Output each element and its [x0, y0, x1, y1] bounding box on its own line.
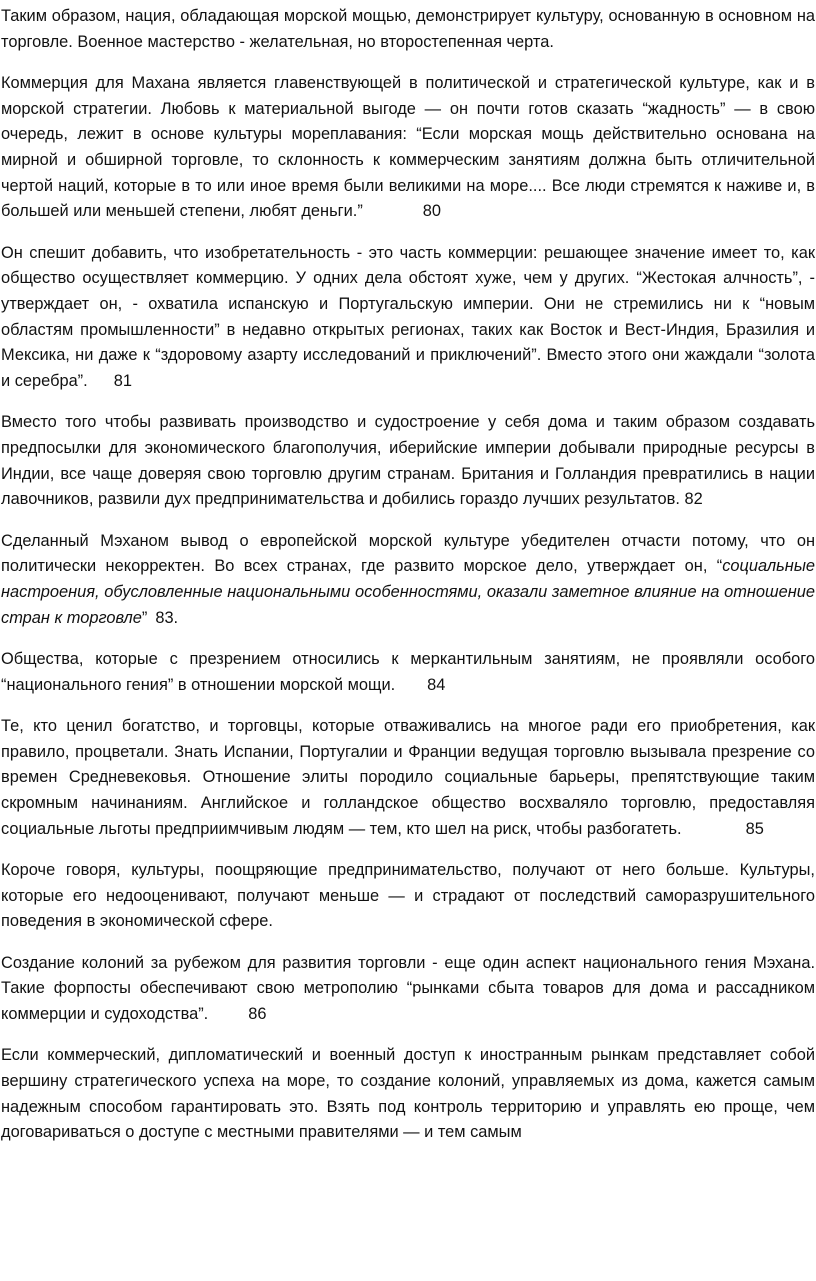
paragraph-text: Общества, которые с презрением относились к меркантильным занятиям, не проявляли особого “национального гения” в отношении морской мощи.	[1, 649, 815, 694]
paragraph-text: Если коммерческий, дипломатический и военный доступ к иностранным рынкам представляет собой вершину стратегического успеха на море, то создание колоний, управляемых из дома, кажется самым надежным способом гарантировать это. Взять под контроль территорию и управлять ею проще, чем договариваться о доступе с местными правителями — и тем самым	[1, 1046, 815, 1142]
paragraph-text: ”	[141, 608, 148, 627]
paragraph-text: Те, кто ценил богатство, и торговцы, которые отваживались на многое ради его приобретения, как правило, процветали. Знать Испании, Португалии и Франции ведущая торговлю вызывала презрение со времен Средневековья. Отношение элиты породило социальные барьеры, препятствующие таким скромным начинаниям. Английское и голландское общество восхваляло торговлю, предоставляя социальные льготы предприимчивым людям — тем, кто шел на риск, чтобы разбогатеть.	[1, 716, 815, 838]
paragraph-text: Вместо того чтобы развивать производство и судостроение у себя дома и таким образом создавать предпосылки для экономического благополучия, иберийские империи добывали природные ресурсы в Индии, все чаще доверяя свою торговлю другим странам. Британия и Голландия превратились в нации лавочников, развили дух предпринимательства и добились гораздо лучших результатов.	[1, 413, 815, 509]
paragraph-1	[1, 4, 815, 55]
footnote-number: 84	[427, 675, 446, 694]
footnote-number: 83.	[155, 608, 179, 627]
paragraph-8	[1, 858, 815, 935]
paragraph-2	[1, 71, 815, 225]
footnote-number: 82	[684, 490, 703, 509]
footnote-number: 86	[248, 1004, 267, 1023]
paragraph-7	[1, 714, 815, 843]
paragraph-10	[1, 1043, 815, 1146]
footnote-number: 80	[422, 202, 442, 221]
paragraph-text: Создание колоний за рубежом для развития торговли - еще один аспект национального гения Мэхана. Такие форпосты обеспечивают свою метрополию “рынками сбыта товаров для дома и рассадником коммерции и судоходства”.	[1, 953, 815, 1023]
paragraph-text: Сделанный Мэханом вывод о европейской морской культуре убедителен отчасти потому, что он политически некорректен. Во всех странах, где развито морское дело, утверждает он, “	[1, 531, 815, 576]
paragraph-4	[1, 410, 815, 513]
paragraph-3	[1, 241, 815, 395]
paragraph-text: Таким образом, нация, обладающая морской мощью, демонстрирует культуру, основанную в основном на торговле. Военное мастерство - желательная, но второстепенная черта.	[1, 7, 815, 51]
footnote-number: 81	[113, 372, 132, 391]
footnote-number: 85	[745, 819, 764, 838]
paragraph-9	[1, 951, 815, 1028]
paragraph-5	[1, 529, 815, 632]
paragraph-6	[1, 647, 815, 698]
italic-quote: социальные настроения, обусловленные национальными особенностями, оказали заметное влияние на отношение стран к торговле	[1, 557, 815, 627]
paragraph-text: Он спешит добавить, что изобретательность - это часть коммерции: решающее значение имеет то, как общество осуществляет коммерцию. У одних дела обстоят хуже, чем у других. “Жестокая алчность”, - утверждает он, - охватила испанскую и Португальскую империи. Они не стремились ни к “новым областям промышленности” в недавно открытых регионах, таких как Восток и Вест-Индия, Бразилия и Мексика, ни даже к “здоровому азарту исследований и приключений”. Вместо этого они жаждали “золота и серебра”.	[1, 243, 815, 391]
paragraph-text: Коммерция для Махана является главенствующей в политической и стратегической культуре, как и в морской стратегии. Любовь к материальной выгоде — он почти готов сказать “жадность” — в свою очередь, лежит в основе культуры мореплавания: “Если морская мощь действительно основана на мирной и обширной торговле, то склонность к коммерческим занятиям должна быть отличительной чертой наций, которые в то или иное время были великими на море.... Все люди стремятся к наживе и, в большей или меньшей степени, любят деньги.”	[1, 73, 815, 221]
paragraph-text: Короче говоря, культуры, поощряющие предпринимательство, получают от него больше. Культуры, которые его недооценивают, получают меньше — и страдают от последствий саморазрушительного поведения в экономической сфере.	[1, 860, 815, 931]
